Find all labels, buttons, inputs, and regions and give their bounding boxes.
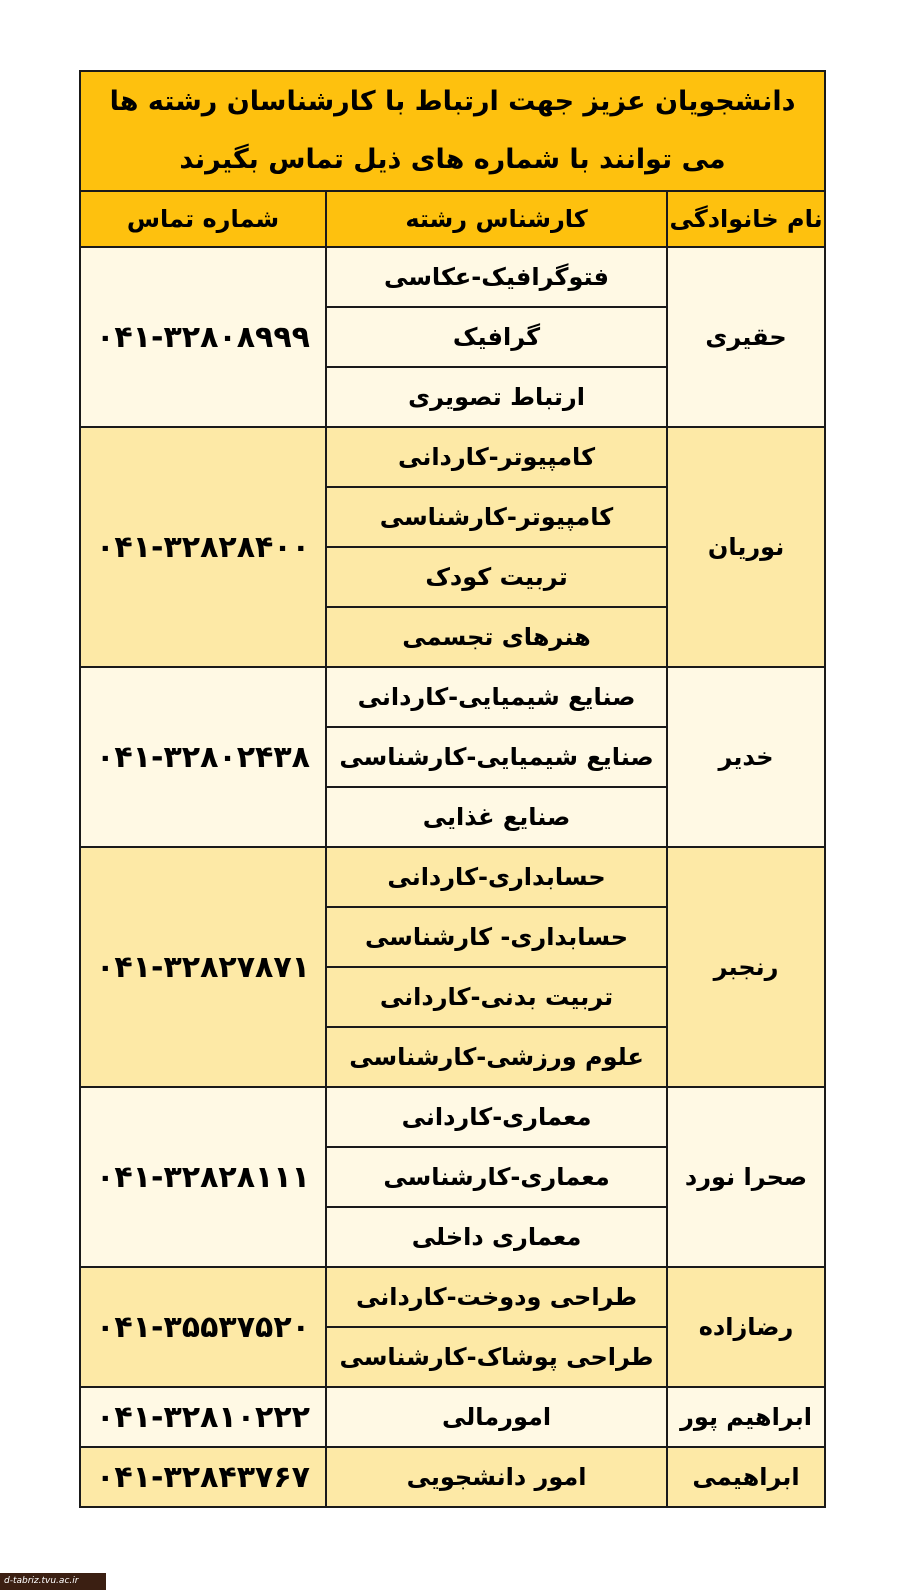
contacts-table: [79, 70, 826, 1508]
expert-field-cell: تربیت بدنی-کاردانی: [326, 967, 667, 1027]
phone-number-cell: ۰۴۱-۳۲۸۲۸۴۰۰: [80, 427, 326, 667]
expert-field-cell: طراحی ودوخت-کاردانی: [326, 1267, 667, 1327]
table-row: [80, 427, 825, 487]
expert-field-cell: معماری داخلی: [326, 1207, 667, 1267]
table-row: [80, 1267, 825, 1327]
phone-number-cell: ۰۴۱-۳۲۸۲۷۸۷۱: [80, 847, 326, 1087]
family-name-cell: ابراهیم پور: [667, 1387, 825, 1447]
expert-field-cell: طراحی پوشاک-کارشناسی: [326, 1327, 667, 1387]
expert-field-cell: صنایع شیمیایی-کارشناسی: [326, 727, 667, 787]
family-name-cell: رنجبر: [667, 847, 825, 1087]
phone-number-cell: ۰۴۱-۳۵۵۳۷۵۲۰: [80, 1267, 326, 1387]
table-row: [80, 1387, 825, 1447]
table-title: [80, 71, 825, 191]
table-row: [80, 1087, 825, 1147]
table-row: [80, 247, 825, 307]
family-name-cell: حقیری: [667, 247, 825, 427]
title-line-1: دانشجویان عزیز جهت ارتباط با کارشناسان رشته ها: [109, 86, 796, 117]
table-body: [80, 247, 825, 1507]
expert-field-cell: امور دانشجویی: [326, 1447, 667, 1507]
expert-field-cell: فتوگرافیک-عکاسی: [326, 247, 667, 307]
site-watermark: d-tabriz.tvu.ac.ir: [0, 1573, 106, 1590]
expert-field-cell: امورمالی: [326, 1387, 667, 1447]
family-name-cell: ابراهیمی: [667, 1447, 825, 1507]
phone-number-cell: ۰۴۱-۳۲۸۲۸۱۱۱: [80, 1087, 326, 1267]
expert-field-cell: حسابداری-کاردانی: [326, 847, 667, 907]
table-row: [80, 1447, 825, 1507]
family-name-cell: خدیر: [667, 667, 825, 847]
phone-number-cell: ۰۴۱-۳۲۸۰۲۴۳۸: [80, 667, 326, 847]
expert-field-cell: کامپیوتر-کارشناسی: [326, 487, 667, 547]
expert-field-cell: علوم ورزشی-کارشناسی: [326, 1027, 667, 1087]
expert-field-cell: تربیت کودک: [326, 547, 667, 607]
phone-number-cell: ۰۴۱-۳۲۸۰۸۹۹۹: [80, 247, 326, 427]
family-name-cell: رضازاده: [667, 1267, 825, 1387]
expert-field-cell: صنایع شیمیایی-کاردانی: [326, 667, 667, 727]
expert-field-cell: گرافیک: [326, 307, 667, 367]
expert-field-cell: کامپیوتر-کاردانی: [326, 427, 667, 487]
expert-field-cell: حسابداری- کارشناسی: [326, 907, 667, 967]
family-name-cell: نوریان: [667, 427, 825, 667]
expert-field-cell: معماری-کاردانی: [326, 1087, 667, 1147]
table-row: [80, 667, 825, 727]
header-family-name: نام خانوادگی: [667, 191, 825, 247]
expert-field-cell: معماری-کارشناسی: [326, 1147, 667, 1207]
table-row: [80, 847, 825, 907]
family-name-cell: صحرا نورد: [667, 1087, 825, 1267]
phone-number-cell: ۰۴۱-۳۲۸۴۳۷۶۷: [80, 1447, 326, 1507]
title-line-2: می توانند با شماره های ذیل تماس بگیرند: [179, 144, 726, 175]
expert-field-cell: ارتباط تصویری: [326, 367, 667, 427]
header-expert: کارشناس رشته: [326, 191, 667, 247]
expert-field-cell: صنایع غذایی: [326, 787, 667, 847]
header-phone: شماره تماس: [80, 191, 326, 247]
phone-number-cell: ۰۴۱-۳۲۸۱۰۲۲۲: [80, 1387, 326, 1447]
expert-field-cell: هنرهای تجسمی: [326, 607, 667, 667]
